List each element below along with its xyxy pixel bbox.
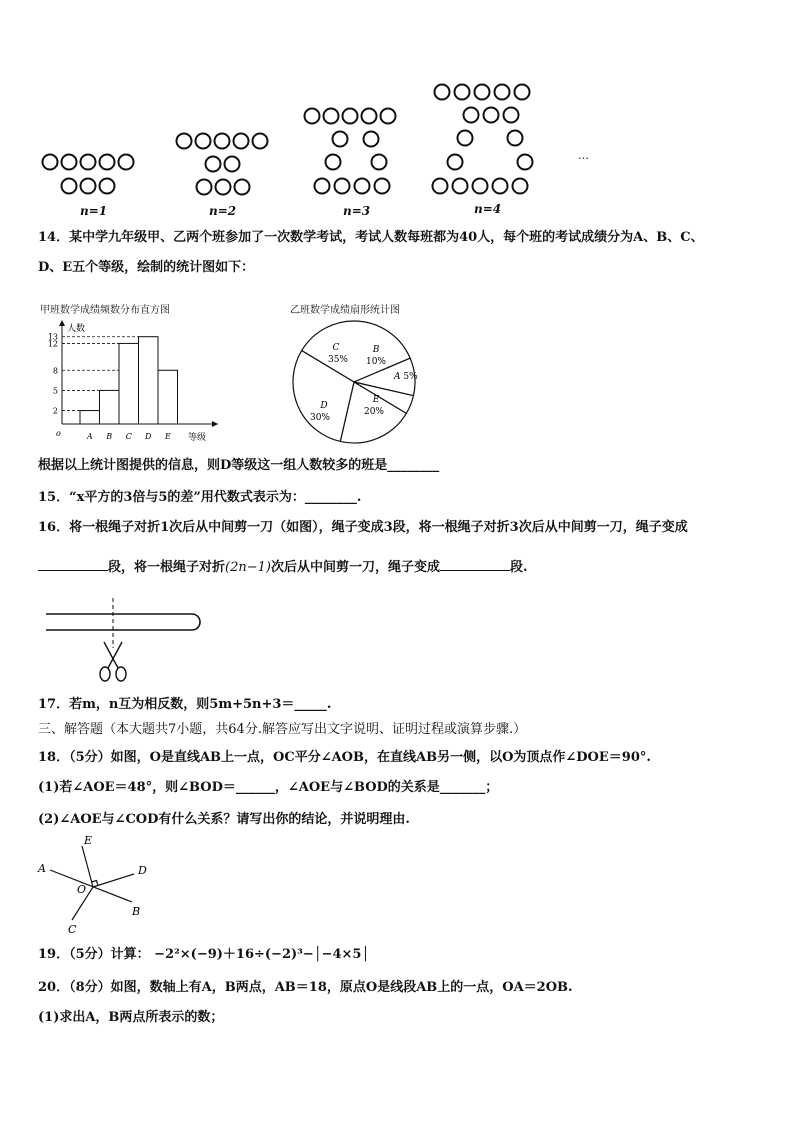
q14-line2: D、E五个等级，绘制的统计图如下： <box>38 260 255 275</box>
pattern-label-n2: n=2 <box>209 204 237 218</box>
bar-D <box>139 337 159 424</box>
q20-line2: (1)求出A，B两点所表示的数； <box>38 1010 224 1025</box>
label-D: D <box>138 864 147 877</box>
q16-line2-c: 段. <box>509 560 528 575</box>
slice-name-B: B <box>372 345 380 355</box>
label-E: E <box>84 834 93 847</box>
q14-line1: 14．某中学九年级甲、乙两个班参加了一次数学考试，考试人数每班都为40人，每个班的考试成绩分为A、B、C、 <box>38 230 704 245</box>
label-O: O <box>77 883 87 896</box>
q15-text: 15．“x平方的3倍与5的差”用代数式表示为：________. <box>38 490 362 505</box>
slice-value-E: 20% <box>363 407 385 417</box>
x-axis-label: 等级 <box>188 433 207 443</box>
label-B: B <box>132 905 141 918</box>
pattern-n3 <box>305 109 396 194</box>
pattern-ellipsis: … <box>578 149 589 162</box>
folded-rope <box>46 614 200 630</box>
y-tick-label: 13 <box>47 332 58 342</box>
q16-blank-2 <box>440 558 510 571</box>
category-label: B <box>106 432 113 441</box>
origin-label: o <box>56 429 61 438</box>
category-label: E <box>164 432 171 441</box>
label-A: A <box>38 862 46 875</box>
y-tick-label: 12 <box>47 339 58 349</box>
y-axis-label: 人数 <box>67 324 86 334</box>
q17-text: 17．若m，n互为相反数，则5m+5n+3＝_____. <box>38 697 332 712</box>
ray-OD <box>93 874 134 887</box>
category-label: D <box>145 432 152 441</box>
pattern-label-n3: n=3 <box>343 204 371 218</box>
pie-title: 乙班数学成绩扇形统计图 <box>290 305 400 316</box>
angle-figure <box>34 832 164 942</box>
q16-line1: 16．将一根绳子对折1次后从中间剪一刀（如图），绳子变成3段，将一根绳子对折3次后从中间剪一刀，绳子变成 <box>38 520 688 535</box>
slice-label-A: A 5% <box>394 372 418 382</box>
pattern-n1 <box>43 155 134 194</box>
line-AB <box>50 870 132 902</box>
bar-B <box>100 390 120 424</box>
category-label: C <box>125 432 132 441</box>
pattern-label-n1: n=1 <box>80 204 108 218</box>
x-axis-arrow <box>212 421 218 427</box>
pattern-label-n4: n=4 <box>474 202 502 216</box>
pattern-n2 <box>177 134 268 195</box>
y-tick-label: 2 <box>52 406 58 416</box>
q16-line2-a: 段，将一根绳子对折 <box>108 560 226 575</box>
bar-C <box>119 343 139 424</box>
slice-value-D: 30% <box>309 413 331 423</box>
y-tick-label: 5 <box>52 386 58 396</box>
rope-scissors-figure <box>40 596 210 686</box>
q16-blank-1 <box>38 558 108 571</box>
q18-line3: (2)∠AOE与∠COD有什么关系？请写出你的结论，并说明理由. <box>38 812 410 827</box>
histogram-title: 甲班数学成绩频数分布直方图 <box>40 305 170 316</box>
q18-line1: 18．（5分）如图，O是直线AB上一点，OC平分∠AOB，在直线AB另一侧，以O为顶点作∠DOE＝90°. <box>38 750 651 765</box>
slice-value-B: 10% <box>365 357 387 367</box>
slice-value-C: 35% <box>327 355 349 365</box>
label-C: C <box>68 923 77 936</box>
ray-OE <box>82 846 93 887</box>
circle-pattern-figure <box>30 76 610 226</box>
q19-text: 19．（5分）计算： −2²×(−9)＋16÷(−2)³−│−4×5│ <box>38 947 370 962</box>
slice-name-E: E <box>372 395 380 405</box>
q20-line1: 20．（8分）如图，数轴上有A，B两点，AB＝18，原点O是线段AB上的一点，OA＝2OB. <box>38 980 573 995</box>
category-label: A <box>86 432 93 441</box>
q16-line2-b: 次后从中间剪一刀，绳子变成 <box>270 560 440 575</box>
y-axis-arrow <box>59 320 65 326</box>
q16-line2 <box>38 558 528 576</box>
section3-heading: 三、解答题（本大题共7小题，共64分.解答应写出文字说明、证明过程或演算步骤.） <box>38 722 527 737</box>
q14-answer: 根据以上统计图提供的信息，则D等级这一组人数较多的班是________ <box>38 458 440 473</box>
bar-E <box>158 370 178 424</box>
pie-chart <box>290 318 420 448</box>
q16-expression: (2n−1) <box>225 560 271 575</box>
y-tick-label: 8 <box>52 366 58 376</box>
bar-A <box>80 411 100 424</box>
histogram-chart <box>36 318 226 446</box>
q18-line2: (1)若∠AOE＝48°，则∠BOD＝______，∠AOE与∠BOD的关系是_______； <box>38 780 499 795</box>
pattern-n4 <box>433 85 533 194</box>
slice-name-D: D <box>320 401 328 411</box>
slice-name-C: C <box>332 343 340 353</box>
